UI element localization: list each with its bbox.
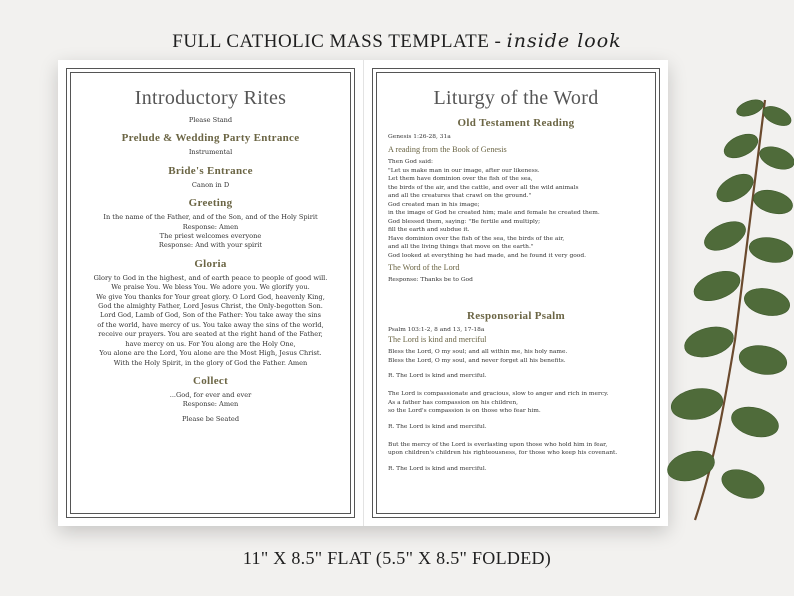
gloria-line: receive our prayers. You are seated at the right hand of the Father, bbox=[98, 330, 323, 339]
ot-line: Then God said: bbox=[388, 159, 433, 166]
collect-line: ...God, for ever and ever bbox=[169, 390, 252, 399]
banner-title: FULL CATHOLIC MASS TEMPLATE bbox=[172, 31, 490, 52]
collect-heading: Collect bbox=[192, 374, 229, 387]
ot-line: God looked at everything he had made, and he found it very good. bbox=[388, 252, 586, 259]
gloria-line: God the almighty Father, Lord Jesus Christ, the Only-begotten Son. bbox=[98, 302, 323, 311]
gloria-heading: Gloria bbox=[194, 257, 227, 270]
ot-word: The Word of the Lord bbox=[388, 263, 460, 273]
ot-line: "Let us make man in our image, after our likeness. bbox=[388, 167, 540, 174]
psalm-heading: Responsorial Psalm bbox=[467, 309, 565, 322]
brides-text: Canon in D bbox=[191, 180, 230, 189]
please-stand: Please Stand bbox=[188, 116, 233, 124]
ot-reference: Genesis 1:26-28, 31a bbox=[388, 134, 451, 140]
ot-line: and all the living things that move on the earth." bbox=[388, 244, 534, 251]
prelude-text: Instrumental bbox=[188, 148, 233, 157]
gloria-line: Lord God, Lamb of God, Son of the Father: You take away the sins bbox=[99, 311, 322, 320]
ot-response: Response: Thanks be to God bbox=[388, 277, 473, 284]
ot-line: God blessed them, saying: "Be fertile and multiply; bbox=[388, 218, 541, 225]
please-seated: Please be Seated bbox=[181, 414, 240, 423]
booklet-spread bbox=[58, 60, 668, 526]
psalm-reference: Psalm 103:1-2, 8 and 13, 17-18a bbox=[388, 326, 485, 333]
psalm-verse: Bless the Lord, O my soul; and all within me, his holy name. Bless the Lord, O my soul, and never forget all his benefits. bbox=[388, 349, 568, 364]
greeting-line: In the name of the Father, and of the Son, and of the Holy Spirit bbox=[103, 213, 318, 222]
gloria-line: You alone are the Lord, You alone are the Most High, Jesus Christ. bbox=[99, 349, 322, 358]
right-page bbox=[363, 60, 668, 526]
psalm-verse: But the mercy of the Lord is everlasting upon those who hold him in fear, upon children's children his righteousness, for those who keep his covenant. bbox=[388, 442, 618, 457]
ot-line: God created man in his image; bbox=[388, 201, 480, 208]
banner bbox=[0, 30, 794, 53]
psalm-subtitle: The Lord is kind and merciful bbox=[388, 335, 487, 345]
banner-script: inside look bbox=[506, 30, 622, 52]
psalm-verse: The Lord is compassionate and gracious, slow to anger and rich in mercy. As a father has compassion on his children, so the Lord's compassion is on those who fear him. bbox=[388, 391, 609, 415]
ot-line: Have dominion over the fish of the sea, the birds of the air, bbox=[388, 235, 565, 242]
psalm-response: R. The Lord is kind and merciful. bbox=[388, 423, 487, 430]
gloria-line: With the Holy Spirit, in the glory of God the Father. Amen bbox=[113, 358, 308, 367]
banner-dash: - bbox=[494, 31, 502, 52]
psalm-response: R. The Lord is kind and merciful. bbox=[388, 465, 487, 472]
ot-line: in the image of God he created him; male and female he created them. bbox=[388, 210, 600, 217]
right-page-title: Liturgy of the Word bbox=[433, 87, 599, 109]
footer-dimensions: 11" X 8.5" FLAT (5.5" X 8.5" FOLDED) bbox=[242, 548, 552, 568]
gloria-line: We give You thanks for Your great glory. O Lord God, heavenly King, bbox=[96, 292, 325, 301]
ot-reading-text bbox=[388, 158, 644, 260]
ot-line: Let them have dominion over the fish of the sea, bbox=[388, 176, 533, 183]
ot-line: the birds of the air, and the cattle, and over all the wild animals bbox=[388, 184, 579, 191]
ot-line: and all the creatures that crawl on the ground." bbox=[388, 193, 532, 200]
left-page bbox=[58, 60, 363, 526]
collect-line: Response: Amen bbox=[182, 400, 239, 409]
brides-heading: Bride's Entrance bbox=[168, 164, 253, 177]
left-page-title: Introductory Rites bbox=[134, 87, 287, 109]
gloria-line: Glory to God in the highest, and of earth peace to people of good will. bbox=[93, 273, 328, 282]
greeting-line: Response: And with your spirit bbox=[158, 241, 263, 250]
left-outer-border bbox=[66, 68, 355, 518]
right-inner-border bbox=[376, 72, 656, 514]
left-inner-border bbox=[70, 72, 351, 514]
eucalyptus-branch-image bbox=[655, 80, 794, 540]
ot-heading: Old Testament Reading bbox=[457, 117, 575, 129]
gloria-line: of the world, have mercy of us. You take away the sins of the world, bbox=[97, 320, 324, 329]
gloria-line: have mercy on us. For You along are the Holy One, bbox=[125, 339, 296, 348]
greeting-line: Response: Amen bbox=[182, 222, 239, 231]
greeting-line: The priest welcomes everyone bbox=[159, 232, 262, 241]
right-outer-border bbox=[372, 68, 660, 518]
psalm-response: R. The Lord is kind and merciful. bbox=[388, 373, 487, 380]
gloria-line: We praise You. We bless You. We adore you. We glorify you. bbox=[111, 283, 310, 292]
ot-line: fill the earth and subdue it. bbox=[388, 227, 470, 234]
ot-subtitle: A reading from the Book of Genesis bbox=[388, 145, 507, 155]
greeting-heading: Greeting bbox=[188, 197, 233, 210]
prelude-heading: Prelude & Wedding Party Entrance bbox=[121, 132, 300, 145]
